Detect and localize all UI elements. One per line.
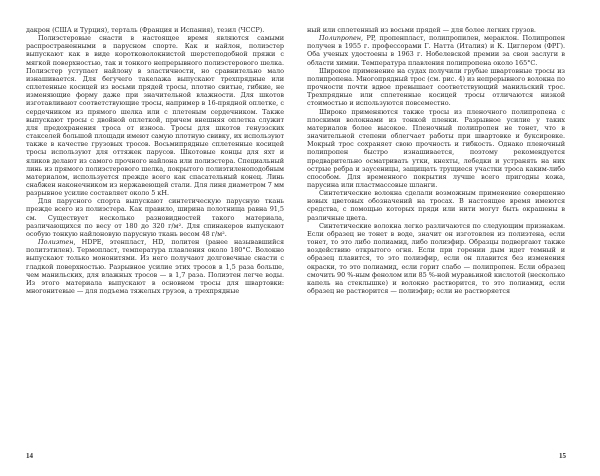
right-paragraph-2-text: PP, пропенпласт, полипропилен, мераклон. Полипропен получен в 1955 г. профессорами Г. Натта (Италия) и К. Циглером (ФРГ). Оба ученых удостоены в 1963 г. Нобелевской премии за свои заслуги в области химии. Температура плавления полипропена около 165°С. bbox=[307, 34, 565, 67]
right-paragraph-5: Синтетические волокна сделали возможным применение совершенно новых цветовых обозначений на тросах. В настоящее время имеются средства, с помощью которых пряди или нити могут быть окрашены в различные цвета. bbox=[307, 189, 565, 222]
term-polyethene: Полиэтен, bbox=[38, 238, 76, 247]
right-paragraph-4: Широко применяются также тросы из пленочного полипропена с плоскими волокнами из тонкой пленки. Разрывное усилие у таких материалов более высокое. Пленочный полипропен не тонет, что в значительной степени облегчает работы при швартовке и буксировке. Мокрый трос сохраняет свою прочность и гибкость. Однако пленочный полипропен быстро изнашивается, поэтому рекомендуется предварительно осматривать утки, кнехты, лебедки и устранять на них острые ребра и заусеницы, защищать трущиеся участки троса каким-либо способом. Для временного покрытия лучше всего пригодны кожа, парусина или пластмассовые шланги. bbox=[307, 107, 565, 189]
left-paragraph-4-text: HDPE, этенпласт, HD, политен (ранее называвшийся политэтилен). Термопласт, температура плавления около 180°С. Волокно выпускают только мононитями. Из него получают долговечные снасти с гладкой поверхностью. Разрывное усилие этих тросов в 1,5 раза больше, чем манильских, для влажных тросов — в 1,7 раза. Полиэтен легче воды. Из этого материала выпускают в основном тросы для швартовки: многонитевые — для подъема тяжелых грузов, а трехпрядные bbox=[26, 238, 284, 295]
left-paragraph-2: Полиэстеровые снасти в настоящее время являются самыми распространенными в парусном спорте. Как и найлон, полиэстер выпускают как в виде коротковолокнистой шерстеподобной пряжи с мягкой поверхностью, так и тонкого непрерывного полиэстерового шелка. Полиэстер уступает найлону в эластичности, но сравнительно мало изнашивается. Для бегучего такелажа выпускают трехпрядные или сплетенные косицей из восьми прядей тросы, плотно свитые, гибкие, не изменяющие форму даже при значительной влажности. Для шкотов изготавливают соответствующие тросы, например в 16-прядной оплетке, с сердечником из прямого шелка или с плетеным сердечником. Также выпускают тросы с двойной оплеткой, причем внешняя оплетка служит для предохранения троса от износа. Тросы для шкотов генуэзских стакселей большой площади имеют самую плотную свивку, их используют также в качестве грузовых тросов. Восьмипрядные сплетенные косицей тросы используют для оттяжек парусов. Шкотовые концы для яхт и яликов делают из самого прочного найлона или полиэстера. Специальный линь из прямого полиэстерового шелка, покрытого полиэтиленоподобным материалом, используется прежде всего как спасательный конец. Линь снабжен наконечником из нержавеющей стали. Для линя диаметром 7 мм разрывное усилие составляет около 5 кН. bbox=[26, 34, 284, 198]
right-paragraph-6: Синтетические волокна легко различаются по следующим признакам. Если образец не тонет в воде, значит он изготовлен из полиэтена, если тонет, то это либо полиамид, либо полиэфир. Образцы подвергают также воздействию открытого огня. Если при горении дым идет темный и образец плавится, то это полиэфир, если он плавится без изменения окраски, то это полиамид, если горит слабо — полипропен. Если образец смочить 90 %-ным фенолом или 85 %-ной муравьиной кислотой (несколько капель на стеклышке) и волокно растворится, то это полиамид, если образец не растворится — полиэфир; если не растворяется bbox=[307, 221, 565, 295]
page-number-right: 15 bbox=[559, 452, 566, 460]
left-paragraph-1: дакрон (США и Турция), терталь (Франция и Испания), тезил (ЧССР). bbox=[26, 26, 265, 34]
left-page bbox=[26, 26, 284, 458]
left-paragraph-3: Для парусного спорта выпускают синтетическую парусную ткань прежде всего из полиэстера. Как правило, ширина полотнища равна 91,5 см. Существует несколько разновидностей такого материала, различающихся по весу от 180 до 320 г/м². Для спинакеров выпускают особую тонкую найлоновую парусную ткань весом 48 г/м². bbox=[26, 197, 284, 238]
left-paragraph-4 bbox=[26, 238, 284, 295]
right-page bbox=[307, 26, 565, 458]
page-number-left: 14 bbox=[26, 452, 33, 460]
right-paragraph-3: Широкое применение на судах получили грубые швартовные тросы из полипропена. Многопрядный трос (см. рис. 4) из непрерывного волокна по прочности почти вдвое превышает соответствующий манильский трос. Трехпрядные или сплетенные косицей тросы отличаются низкой стоимостью и используются повсеместно. bbox=[307, 66, 565, 108]
right-paragraph-2 bbox=[307, 34, 565, 67]
term-polypropene: Полипропен, bbox=[319, 34, 363, 43]
right-paragraph-1: ный или сплетенный из восьми прядей — для более легких грузов. bbox=[307, 26, 536, 34]
